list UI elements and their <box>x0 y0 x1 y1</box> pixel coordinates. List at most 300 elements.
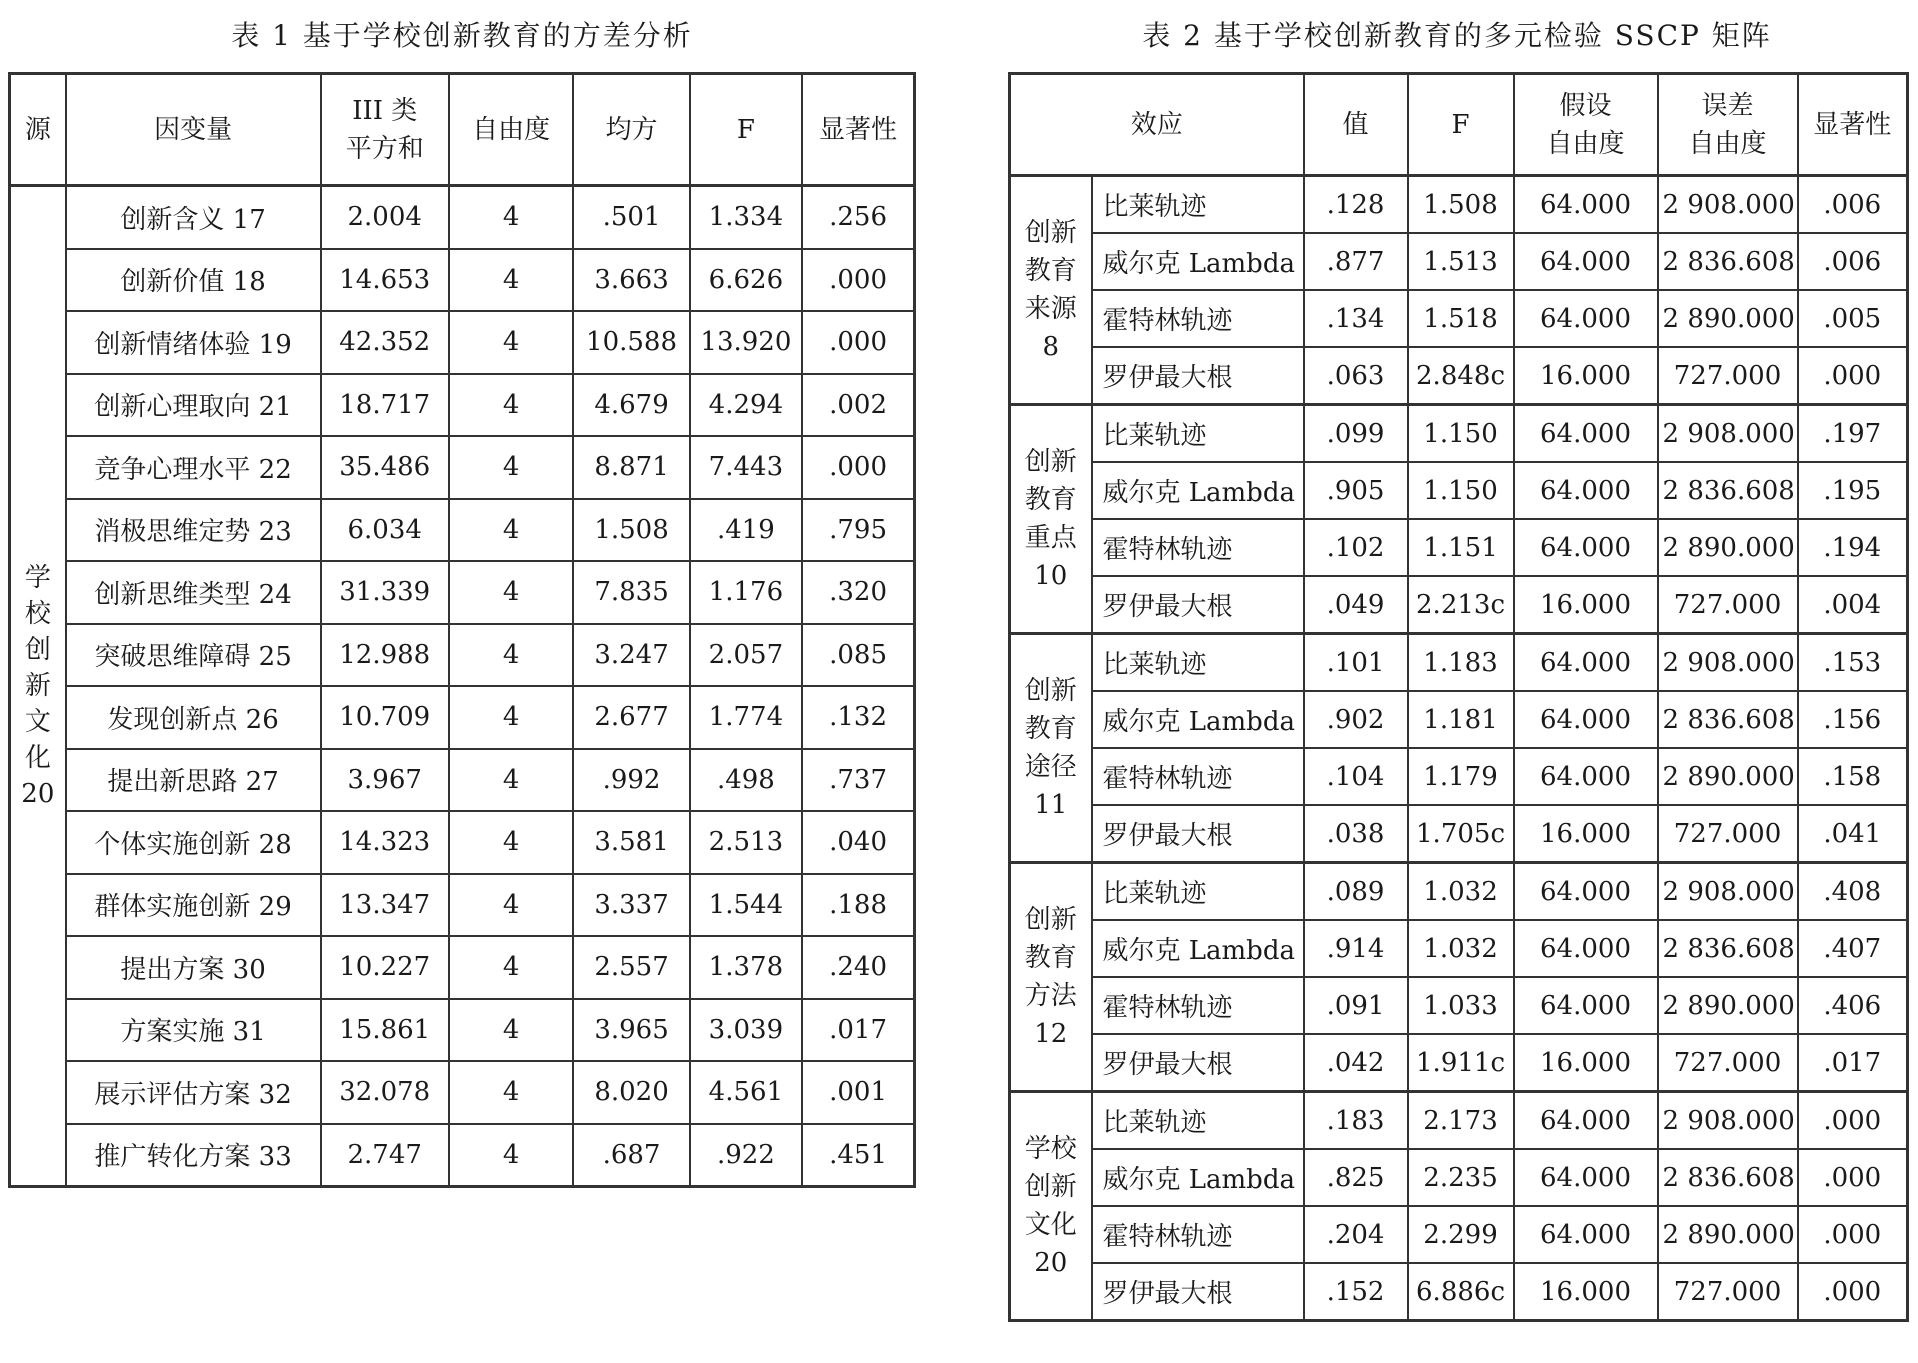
value-cell: .042 <box>1304 1034 1408 1092</box>
effect-line: 方法 <box>1024 981 1077 1011</box>
table-row <box>1010 748 1908 805</box>
significance-cell: .006 <box>1798 176 1908 234</box>
anova-table <box>8 72 916 1188</box>
df-cell: 4 <box>449 999 573 1062</box>
significance-cell: .256 <box>802 186 914 249</box>
dependent-variable-cell: 群体实施创新 29 <box>66 874 321 937</box>
hypothesis-df-cell: 16.000 <box>1514 576 1658 634</box>
significance-cell: .002 <box>802 374 914 437</box>
effect-line: 8 <box>1042 332 1060 362</box>
error-df-cell: 2 908.000 <box>1658 634 1798 692</box>
significance-cell: .000 <box>1798 1263 1908 1321</box>
significance-cell: .000 <box>802 249 914 312</box>
f-cell: 4.294 <box>690 374 802 437</box>
f-cell: 1.705c <box>1408 805 1514 863</box>
table-row <box>1010 576 1908 634</box>
value-cell: .914 <box>1304 920 1408 977</box>
statistic-name-cell: 比莱轨迹 <box>1092 176 1304 234</box>
table-row <box>1010 1092 1908 1150</box>
dependent-variable-cell: 展示评估方案 32 <box>66 1061 321 1124</box>
statistic-name-cell: 霍特林轨迹 <box>1092 519 1304 576</box>
error-df-cell: 2 908.000 <box>1658 176 1798 234</box>
error-df-cell: 2 836.608 <box>1658 1149 1798 1206</box>
sum-of-squares-cell: 32.078 <box>321 1061 449 1124</box>
source-char: 化 <box>24 743 51 773</box>
f-cell: 2.235 <box>1408 1149 1514 1206</box>
statistic-name-cell: 威尔克 Lambda <box>1092 691 1304 748</box>
significance-cell: .000 <box>1798 1206 1908 1263</box>
error-df-cell: 2 836.608 <box>1658 920 1798 977</box>
table-row <box>1010 920 1908 977</box>
f-cell: 1.518 <box>1408 290 1514 347</box>
sum-of-squares-cell: 14.653 <box>321 249 449 312</box>
effect-line: 教育 <box>1024 485 1077 515</box>
mean-square-cell: 10.588 <box>573 311 689 374</box>
significance-cell: .000 <box>1798 1092 1908 1150</box>
effect-line: 创新 <box>1024 218 1077 248</box>
value-cell: .089 <box>1304 863 1408 921</box>
effect-line: 途径 <box>1024 752 1077 782</box>
df-cell: 4 <box>449 624 573 687</box>
table-row <box>10 749 915 812</box>
effect-cell <box>1010 1092 1092 1321</box>
mean-square-cell: 8.871 <box>573 436 689 499</box>
hypothesis-df-cell: 16.000 <box>1514 805 1658 863</box>
sum-of-squares-cell: 42.352 <box>321 311 449 374</box>
error-df-cell: 2 890.000 <box>1658 1206 1798 1263</box>
significance-cell: .156 <box>1798 691 1908 748</box>
table-row <box>1010 1034 1908 1092</box>
df-cell: 4 <box>449 561 573 624</box>
hypothesis-df-cell: 64.000 <box>1514 233 1658 290</box>
significance-cell: .240 <box>802 936 914 999</box>
table-row <box>10 499 915 562</box>
significance-cell: .408 <box>1798 863 1908 921</box>
sum-of-squares-cell: 12.988 <box>321 624 449 687</box>
error-df-cell: 727.000 <box>1658 1263 1798 1321</box>
effect-cell <box>1010 634 1092 863</box>
sum-of-squares-cell: 18.717 <box>321 374 449 437</box>
header-significance: 显著性 <box>802 74 914 186</box>
effect-line: 文化 <box>1024 1210 1077 1240</box>
f-cell: 2.057 <box>690 624 802 687</box>
error-df-cell: 2 890.000 <box>1658 290 1798 347</box>
hypothesis-df-cell: 64.000 <box>1514 519 1658 576</box>
f-cell: .498 <box>690 749 802 812</box>
table-row <box>1010 863 1908 921</box>
sum-of-squares-cell: 3.967 <box>321 749 449 812</box>
value-cell: .877 <box>1304 233 1408 290</box>
table-row <box>10 186 915 249</box>
header-sum-of-squares <box>321 74 449 186</box>
dependent-variable-cell: 方案实施 31 <box>66 999 321 1062</box>
sum-of-squares-cell: 35.486 <box>321 436 449 499</box>
significance-cell: .041 <box>1798 805 1908 863</box>
f-cell: .419 <box>690 499 802 562</box>
sum-of-squares-cell: 2.004 <box>321 186 449 249</box>
header-f: F <box>1408 74 1514 176</box>
error-df-cell: 2 836.608 <box>1658 691 1798 748</box>
df-cell: 4 <box>449 749 573 812</box>
table1-header-row <box>10 74 915 186</box>
f-cell: .922 <box>690 1124 802 1187</box>
mean-square-cell: 7.835 <box>573 561 689 624</box>
effect-line: 学校 <box>1024 1134 1077 1164</box>
significance-cell: .000 <box>802 436 914 499</box>
error-df-cell: 2 908.000 <box>1658 405 1798 463</box>
effect-line: 教育 <box>1024 256 1077 286</box>
error-df-cell: 727.000 <box>1658 1034 1798 1092</box>
sum-of-squares-cell: 6.034 <box>321 499 449 562</box>
significance-cell: .737 <box>802 749 914 812</box>
value-cell: .104 <box>1304 748 1408 805</box>
hypothesis-df-cell: 64.000 <box>1514 1092 1658 1150</box>
statistic-name-cell: 罗伊最大根 <box>1092 805 1304 863</box>
statistic-name-cell: 威尔克 Lambda <box>1092 1149 1304 1206</box>
error-df-cell: 2 908.000 <box>1658 863 1798 921</box>
dependent-variable-cell: 突破思维障碍 25 <box>66 624 321 687</box>
error-df-cell: 2 890.000 <box>1658 977 1798 1034</box>
table-row <box>10 874 915 937</box>
sum-of-squares-cell: 15.861 <box>321 999 449 1062</box>
table-row <box>1010 290 1908 347</box>
significance-cell: .040 <box>802 811 914 874</box>
hypothesis-df-cell: 64.000 <box>1514 1149 1658 1206</box>
header-dependent-variable: 因变量 <box>66 74 321 186</box>
significance-cell: .406 <box>1798 977 1908 1034</box>
hypothesis-df-cell: 64.000 <box>1514 405 1658 463</box>
header-ss-line1: III 类 <box>352 95 418 126</box>
table-row <box>10 1124 915 1187</box>
effect-cell <box>1010 176 1092 405</box>
significance-cell: .158 <box>1798 748 1908 805</box>
error-df-cell: 727.000 <box>1658 576 1798 634</box>
sum-of-squares-cell: 14.323 <box>321 811 449 874</box>
effect-cell <box>1010 863 1092 1092</box>
mean-square-cell: 4.679 <box>573 374 689 437</box>
table-row <box>1010 1149 1908 1206</box>
mean-square-cell: 3.581 <box>573 811 689 874</box>
value-cell: .038 <box>1304 805 1408 863</box>
effect-line: 教育 <box>1024 943 1077 973</box>
sum-of-squares-cell: 10.227 <box>321 936 449 999</box>
effect-cell <box>1010 405 1092 634</box>
mean-square-cell: 3.965 <box>573 999 689 1062</box>
header-effect: 效应 <box>1010 74 1304 176</box>
source-char: 文 <box>24 707 51 737</box>
df-cell: 4 <box>449 936 573 999</box>
effect-line: 重点 <box>1024 523 1077 553</box>
error-df-cell: 2 836.608 <box>1658 233 1798 290</box>
statistic-name-cell: 比莱轨迹 <box>1092 405 1304 463</box>
value-cell: .183 <box>1304 1092 1408 1150</box>
f-cell: 6.626 <box>690 249 802 312</box>
table-row <box>10 249 915 312</box>
table-row <box>1010 1263 1908 1321</box>
mean-square-cell: .992 <box>573 749 689 812</box>
dependent-variable-cell: 推广转化方案 33 <box>66 1124 321 1187</box>
statistic-name-cell: 威尔克 Lambda <box>1092 462 1304 519</box>
df-cell: 4 <box>449 249 573 312</box>
mean-square-cell: 1.508 <box>573 499 689 562</box>
table2-header-row <box>1010 74 1908 176</box>
table-row <box>10 436 915 499</box>
table-row <box>1010 233 1908 290</box>
f-cell: 1.181 <box>1408 691 1514 748</box>
significance-cell: .407 <box>1798 920 1908 977</box>
significance-cell: .132 <box>802 686 914 749</box>
sscp-table <box>1008 72 1909 1322</box>
header-hypothesis-df <box>1514 74 1658 176</box>
f-cell: 1.032 <box>1408 920 1514 977</box>
table-row <box>1010 462 1908 519</box>
effect-line: 教育 <box>1024 714 1077 744</box>
value-cell: .091 <box>1304 977 1408 1034</box>
dependent-variable-cell: 创新含义 17 <box>66 186 321 249</box>
effect-line: 10 <box>1034 561 1068 591</box>
header-source: 源 <box>10 74 66 186</box>
table-row <box>1010 977 1908 1034</box>
dependent-variable-cell: 发现创新点 26 <box>66 686 321 749</box>
value-cell: .128 <box>1304 176 1408 234</box>
table2-container <box>1008 0 1906 1322</box>
significance-cell: .017 <box>802 999 914 1062</box>
table-row <box>10 936 915 999</box>
mean-square-cell: 8.020 <box>573 1061 689 1124</box>
dependent-variable-cell: 消极思维定势 23 <box>66 499 321 562</box>
value-cell: .049 <box>1304 576 1408 634</box>
value-cell: .101 <box>1304 634 1408 692</box>
f-cell: 2.213c <box>1408 576 1514 634</box>
effect-line: 12 <box>1034 1019 1068 1049</box>
statistic-name-cell: 比莱轨迹 <box>1092 863 1304 921</box>
table-row <box>1010 1206 1908 1263</box>
df-cell: 4 <box>449 186 573 249</box>
mean-square-cell: 2.557 <box>573 936 689 999</box>
mean-square-cell: 3.663 <box>573 249 689 312</box>
statistic-name-cell: 霍特林轨迹 <box>1092 290 1304 347</box>
statistic-name-cell: 比莱轨迹 <box>1092 1092 1304 1150</box>
f-cell: 1.176 <box>690 561 802 624</box>
header-value: 值 <box>1304 74 1408 176</box>
significance-cell: .153 <box>1798 634 1908 692</box>
hypothesis-df-cell: 16.000 <box>1514 347 1658 405</box>
dependent-variable-cell: 竞争心理水平 22 <box>66 436 321 499</box>
value-cell: .152 <box>1304 1263 1408 1321</box>
significance-cell: .195 <box>1798 462 1908 519</box>
source-char: 20 <box>21 779 55 809</box>
f-cell: 13.920 <box>690 311 802 374</box>
hypothesis-df-cell: 64.000 <box>1514 290 1658 347</box>
df-cell: 4 <box>449 1061 573 1124</box>
significance-cell: .197 <box>1798 405 1908 463</box>
mean-square-cell: .687 <box>573 1124 689 1187</box>
sum-of-squares-cell: 31.339 <box>321 561 449 624</box>
source-char: 新 <box>24 671 51 701</box>
error-df-cell: 2 836.608 <box>1658 462 1798 519</box>
f-cell: 1.378 <box>690 936 802 999</box>
table-row <box>1010 691 1908 748</box>
f-cell: 1.334 <box>690 186 802 249</box>
df-cell: 4 <box>449 874 573 937</box>
mean-square-cell: .501 <box>573 186 689 249</box>
value-cell: .102 <box>1304 519 1408 576</box>
hypothesis-df-cell: 64.000 <box>1514 462 1658 519</box>
df-cell: 4 <box>449 686 573 749</box>
df-cell: 4 <box>449 311 573 374</box>
significance-cell: .001 <box>802 1061 914 1124</box>
value-cell: .905 <box>1304 462 1408 519</box>
header-ss-line2: 平方和 <box>345 133 424 164</box>
header-err-line2: 自由度 <box>1688 128 1767 159</box>
error-df-cell: 2 908.000 <box>1658 1092 1798 1150</box>
error-df-cell: 727.000 <box>1658 805 1798 863</box>
value-cell: .099 <box>1304 405 1408 463</box>
effect-line: 创新 <box>1024 676 1077 706</box>
statistic-name-cell: 威尔克 Lambda <box>1092 233 1304 290</box>
hypothesis-df-cell: 16.000 <box>1514 1263 1658 1321</box>
statistic-name-cell: 比莱轨迹 <box>1092 634 1304 692</box>
f-cell: 1.033 <box>1408 977 1514 1034</box>
effect-line: 来源 <box>1024 294 1077 324</box>
error-df-cell: 727.000 <box>1658 347 1798 405</box>
table-row <box>10 999 915 1062</box>
f-cell: 2.848c <box>1408 347 1514 405</box>
df-cell: 4 <box>449 811 573 874</box>
table-row <box>1010 634 1908 692</box>
significance-cell: .000 <box>1798 1149 1908 1206</box>
source-char: 创 <box>24 635 51 665</box>
dependent-variable-cell: 个体实施创新 28 <box>66 811 321 874</box>
table1-caption: 表 1 基于学校创新教育的方差分析 <box>231 19 693 52</box>
table-row <box>10 811 915 874</box>
value-cell: .063 <box>1304 347 1408 405</box>
effect-line: 20 <box>1034 1248 1068 1278</box>
table1-container <box>8 0 916 1188</box>
hypothesis-df-cell: 64.000 <box>1514 176 1658 234</box>
statistic-name-cell: 霍特林轨迹 <box>1092 977 1304 1034</box>
effect-line: 创新 <box>1024 447 1077 477</box>
statistic-name-cell: 威尔克 Lambda <box>1092 920 1304 977</box>
hypothesis-df-cell: 16.000 <box>1514 1034 1658 1092</box>
significance-cell: .451 <box>802 1124 914 1187</box>
sum-of-squares-cell: 13.347 <box>321 874 449 937</box>
hypothesis-df-cell: 64.000 <box>1514 920 1658 977</box>
hypothesis-df-cell: 64.000 <box>1514 634 1658 692</box>
f-cell: 1.508 <box>1408 176 1514 234</box>
f-cell: 1.032 <box>1408 863 1514 921</box>
sum-of-squares-cell: 2.747 <box>321 1124 449 1187</box>
df-cell: 4 <box>449 436 573 499</box>
dependent-variable-cell: 创新情绪体验 19 <box>66 311 321 374</box>
header-mean-square: 均方 <box>573 74 689 186</box>
mean-square-cell: 3.247 <box>573 624 689 687</box>
f-cell: 3.039 <box>690 999 802 1062</box>
header-significance: 显著性 <box>1798 74 1908 176</box>
statistic-name-cell: 霍特林轨迹 <box>1092 748 1304 805</box>
dependent-variable-cell: 提出方案 30 <box>66 936 321 999</box>
effect-line: 创新 <box>1024 905 1077 935</box>
f-cell: 1.911c <box>1408 1034 1514 1092</box>
hypothesis-df-cell: 64.000 <box>1514 691 1658 748</box>
f-cell: 1.150 <box>1408 462 1514 519</box>
header-error-df <box>1658 74 1798 176</box>
f-cell: 6.886c <box>1408 1263 1514 1321</box>
table-row <box>10 311 915 374</box>
statistic-name-cell: 罗伊最大根 <box>1092 347 1304 405</box>
f-cell: 4.561 <box>690 1061 802 1124</box>
df-cell: 4 <box>449 1124 573 1187</box>
table-row <box>10 686 915 749</box>
significance-cell: .320 <box>802 561 914 624</box>
statistic-name-cell: 霍特林轨迹 <box>1092 1206 1304 1263</box>
header-hyp-line2: 自由度 <box>1546 128 1625 159</box>
error-df-cell: 2 890.000 <box>1658 519 1798 576</box>
header-f: F <box>690 74 802 186</box>
effect-line: 11 <box>1034 790 1068 820</box>
table-row <box>10 1061 915 1124</box>
mean-square-cell: 2.677 <box>573 686 689 749</box>
significance-cell: .188 <box>802 874 914 937</box>
hypothesis-df-cell: 64.000 <box>1514 977 1658 1034</box>
f-cell: 1.151 <box>1408 519 1514 576</box>
table-row <box>1010 176 1908 234</box>
df-cell: 4 <box>449 374 573 437</box>
table-row <box>10 624 915 687</box>
table-row <box>1010 519 1908 576</box>
table-row <box>10 374 915 437</box>
dependent-variable-cell: 创新思维类型 24 <box>66 561 321 624</box>
error-df-cell: 2 890.000 <box>1658 748 1798 805</box>
table2-caption: 表 2 基于学校创新教育的多元检验 SSCP 矩阵 <box>1142 19 1772 52</box>
f-cell: 1.150 <box>1408 405 1514 463</box>
statistic-name-cell: 罗伊最大根 <box>1092 1263 1304 1321</box>
df-cell: 4 <box>449 499 573 562</box>
significance-cell: .000 <box>1798 347 1908 405</box>
f-cell: 7.443 <box>690 436 802 499</box>
hypothesis-df-cell: 64.000 <box>1514 748 1658 805</box>
hypothesis-df-cell: 64.000 <box>1514 863 1658 921</box>
f-cell: 2.299 <box>1408 1206 1514 1263</box>
significance-cell: .085 <box>802 624 914 687</box>
source-cell <box>10 186 66 1187</box>
significance-cell: .017 <box>1798 1034 1908 1092</box>
table-row <box>1010 405 1908 463</box>
significance-cell: .004 <box>1798 576 1908 634</box>
statistic-name-cell: 罗伊最大根 <box>1092 576 1304 634</box>
f-cell: 1.179 <box>1408 748 1514 805</box>
f-cell: 1.513 <box>1408 233 1514 290</box>
hypothesis-df-cell: 64.000 <box>1514 1206 1658 1263</box>
header-err-line1: 误差 <box>1701 90 1754 121</box>
f-cell: 1.544 <box>690 874 802 937</box>
effect-line: 创新 <box>1024 1172 1077 1202</box>
table-row <box>10 561 915 624</box>
significance-cell: .000 <box>802 311 914 374</box>
mean-square-cell: 3.337 <box>573 874 689 937</box>
table-row <box>1010 805 1908 863</box>
significance-cell: .194 <box>1798 519 1908 576</box>
dependent-variable-cell: 创新心理取向 21 <box>66 374 321 437</box>
significance-cell: .795 <box>802 499 914 562</box>
f-cell: 2.173 <box>1408 1092 1514 1150</box>
sum-of-squares-cell: 10.709 <box>321 686 449 749</box>
value-cell: .825 <box>1304 1149 1408 1206</box>
statistic-name-cell: 罗伊最大根 <box>1092 1034 1304 1092</box>
dependent-variable-cell: 创新价值 18 <box>66 249 321 312</box>
f-cell: 1.183 <box>1408 634 1514 692</box>
f-cell: 2.513 <box>690 811 802 874</box>
